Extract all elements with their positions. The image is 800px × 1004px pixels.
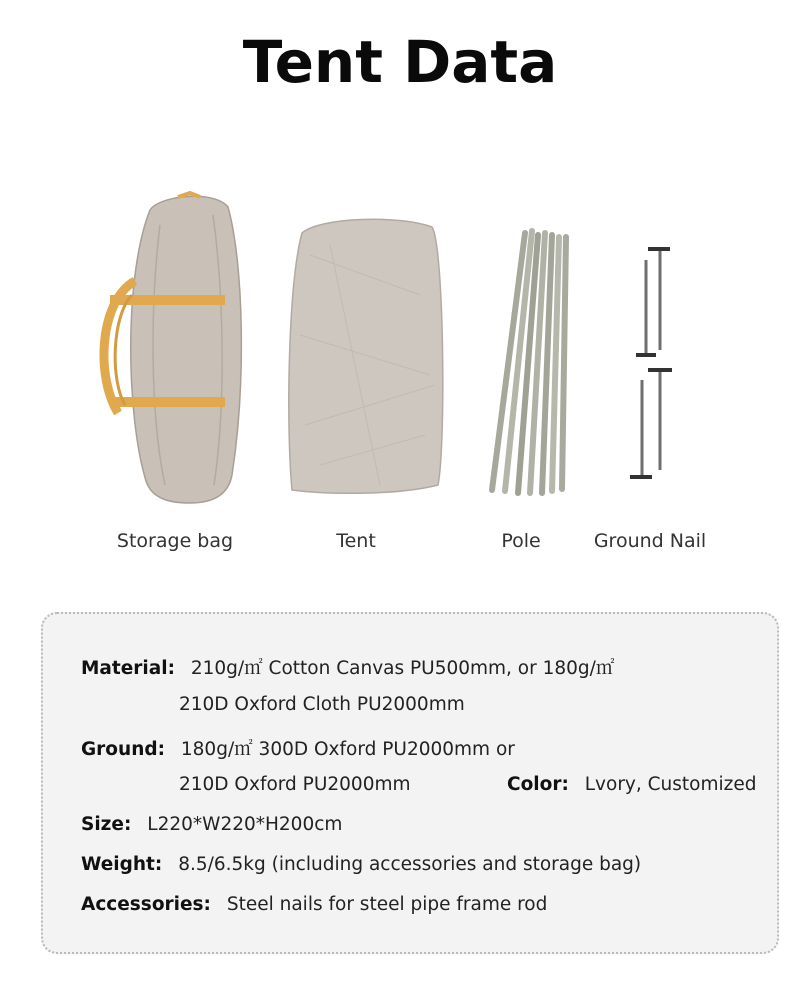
item-label-ground-nail: Ground Nail	[593, 530, 707, 552]
spec-size-value: L220*W220*H200cm	[147, 814, 343, 835]
spec-ground-line2	[179, 774, 411, 795]
spec-material-value-2: 210D Oxford Cloth PU2000mm	[179, 694, 465, 715]
tent-image	[289, 219, 443, 493]
specs-panel	[41, 612, 779, 954]
spec-accessories-value: Steel nails for steel pipe frame rod	[226, 894, 548, 915]
spec-material-label: Material:	[81, 658, 175, 679]
spec-weight-value: 8.5/6.5kg (including accessories and storage bag)	[178, 854, 642, 875]
spec-ground-value-1: 180g/㎡ 300D Oxford PU2000mm or	[180, 739, 515, 760]
item-label-tent: Tent	[336, 530, 376, 552]
pole-image	[492, 231, 566, 493]
page-title: Tent Data	[242, 28, 558, 96]
item-label-storage-bag: Storage bag	[116, 530, 234, 552]
spec-color	[507, 774, 757, 795]
spec-accessories	[81, 894, 547, 915]
spec-material-value-1: 210g/㎡ Cotton Canvas PU500mm, or 180g/㎡	[190, 658, 615, 679]
spec-ground	[81, 735, 515, 761]
spec-weight-label: Weight:	[81, 854, 163, 875]
spec-material	[81, 654, 614, 680]
spec-color-label: Color:	[507, 774, 569, 795]
product-illustrations	[0, 185, 800, 515]
spec-size-label: Size:	[81, 814, 132, 835]
spec-color-value: Lvory, Customized	[584, 774, 757, 795]
spec-material-line2	[179, 694, 465, 715]
spec-ground-label: Ground:	[81, 739, 165, 760]
spec-weight	[81, 854, 641, 875]
ground-nail-image	[630, 247, 672, 477]
spec-ground-value-2: 210D Oxford PU2000mm	[179, 774, 411, 795]
spec-accessories-label: Accessories:	[81, 894, 211, 915]
item-label-pole: Pole	[501, 530, 541, 552]
storage-bag-image	[104, 193, 241, 503]
spec-size	[81, 814, 342, 835]
